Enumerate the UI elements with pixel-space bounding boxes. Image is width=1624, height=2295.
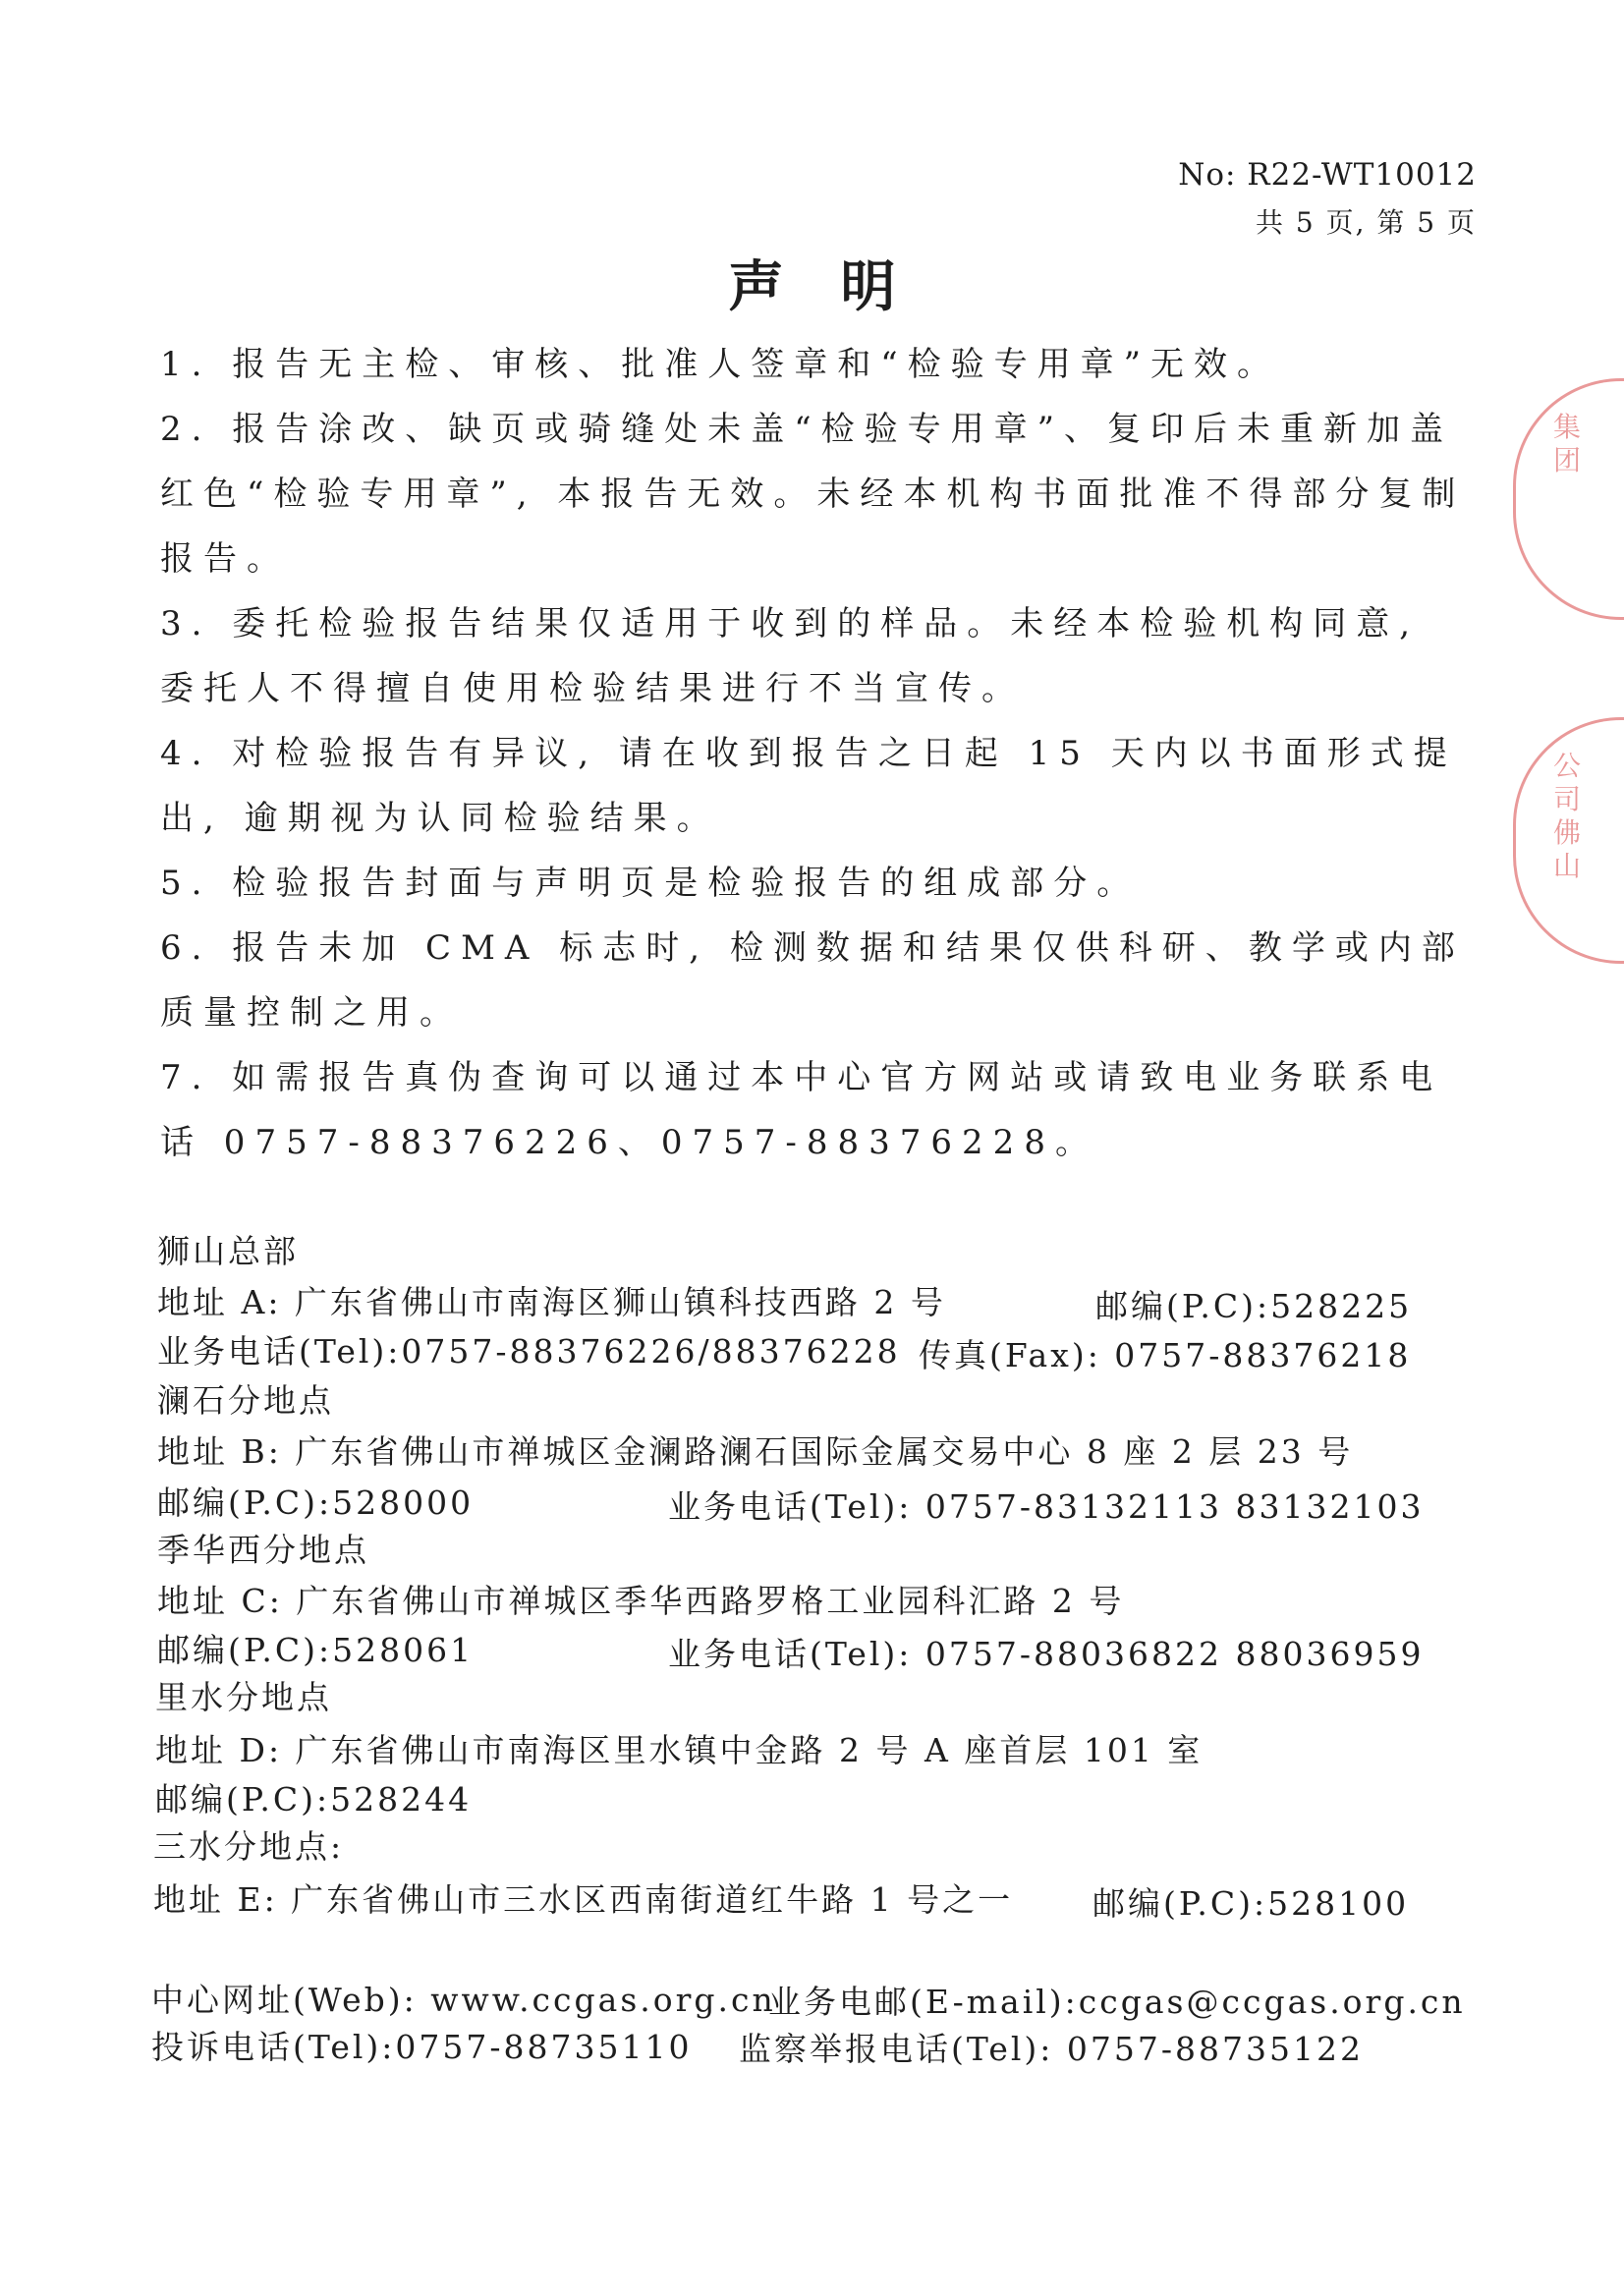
business-email: 业务电邮(E-mail):ccgas@ccgas.org.cn	[768, 1983, 1466, 2021]
complaint-phone: 投诉电话(Tel):0757-88735110	[151, 2028, 693, 2066]
location-address: 地址 C: 广东省佛山市禅城区季华西路罗格工业园科汇路 2 号	[157, 1582, 1125, 1620]
location-fax: 传真(Fax): 0757-88376218	[919, 1336, 1412, 1374]
location-address: 地址 B: 广东省佛山市禅城区金澜路澜石国际金属交易中心 8 座 2 层 23 号	[157, 1432, 1354, 1471]
statement-5: 5. 检验报告封面与声明页是检验报告的组成部分。	[160, 864, 1141, 903]
location-address: 地址 A: 广东省佛山市南海区狮山镇科技西路 2 号	[157, 1283, 946, 1321]
location-postcode: 邮编(P.C):528244	[155, 1780, 473, 1819]
seal-text: 公司佛山	[1553, 750, 1582, 882]
statement-6: 6. 报告未加 CMA 标志时, 检测数据和结果仅供科研、教学或内部质量控制之用。	[160, 928, 1465, 1033]
red-seal-stamp	[1513, 717, 1624, 964]
location-name: 季华西分地点	[157, 1531, 369, 1569]
location-name: 狮山总部	[157, 1232, 299, 1270]
supervision-phone: 监察举报电话(Tel): 0757-88735122	[739, 2030, 1364, 2068]
location-name: 三水分地点:	[153, 1827, 345, 1866]
report-number: No: R22-WT10012	[1178, 157, 1477, 193]
statement-1: 1. 报告无主检、审核、批准人签章和“检验专用章”无效。	[160, 345, 1281, 384]
statement-4: 4. 对检验报告有异议, 请在收到报告之日起 15 天内以书面形式提出, 逾期视为认同检验结果。	[160, 734, 1457, 838]
center-website: 中心网址(Web): www.ccgas.org.cn	[151, 1981, 776, 2019]
page-count: 共 5 页, 第 5 页	[1255, 206, 1477, 239]
location-tel: 业务电话(Tel): 0757-83132113 83132103	[668, 1487, 1425, 1526]
location-address: 地址 D: 广东省佛山市南海区里水镇中金路 2 号 A 座首层 101 室	[155, 1731, 1204, 1769]
red-seal-stamp	[1513, 378, 1624, 620]
statement-3: 3. 委托检验报告结果仅适用于收到的样品。未经本检验机构同意, 委托人不得擅自使用检验结果进行不当宣传。	[160, 604, 1421, 708]
seal-text: 集团	[1553, 411, 1582, 476]
location-name: 澜石分地点	[157, 1381, 334, 1420]
statement-2: 2. 报告涂改、缺页或骑缝处未盖“检验专用章”、复印后未重新加盖红色“检验专用章”, 本报告无效。未经本机构书面批准不得部分复制报告。	[160, 410, 1466, 579]
location-postcode: 邮编(P.C):528061	[157, 1631, 475, 1669]
location-postcode: 邮编(P.C):528000	[157, 1483, 475, 1522]
page-title: 声明	[728, 255, 953, 319]
location-tel: 业务电话(Tel):0757-88376226/88376228	[157, 1332, 901, 1371]
location-address: 地址 E: 广东省佛山市三水区西南街道红牛路 1 号之一	[153, 1880, 1014, 1919]
location-name: 里水分地点	[155, 1678, 332, 1716]
location-tel: 业务电话(Tel): 0757-88036822 88036959	[668, 1635, 1425, 1673]
location-postcode: 邮编(P.C):528225	[1095, 1287, 1413, 1325]
location-postcode: 邮编(P.C):528100	[1092, 1884, 1410, 1923]
statement-7: 7. 如需报告真伪查询可以通过本中心官方网站或请致电业务联系电话 0757-88376226、0757-88376228。	[160, 1058, 1443, 1162]
